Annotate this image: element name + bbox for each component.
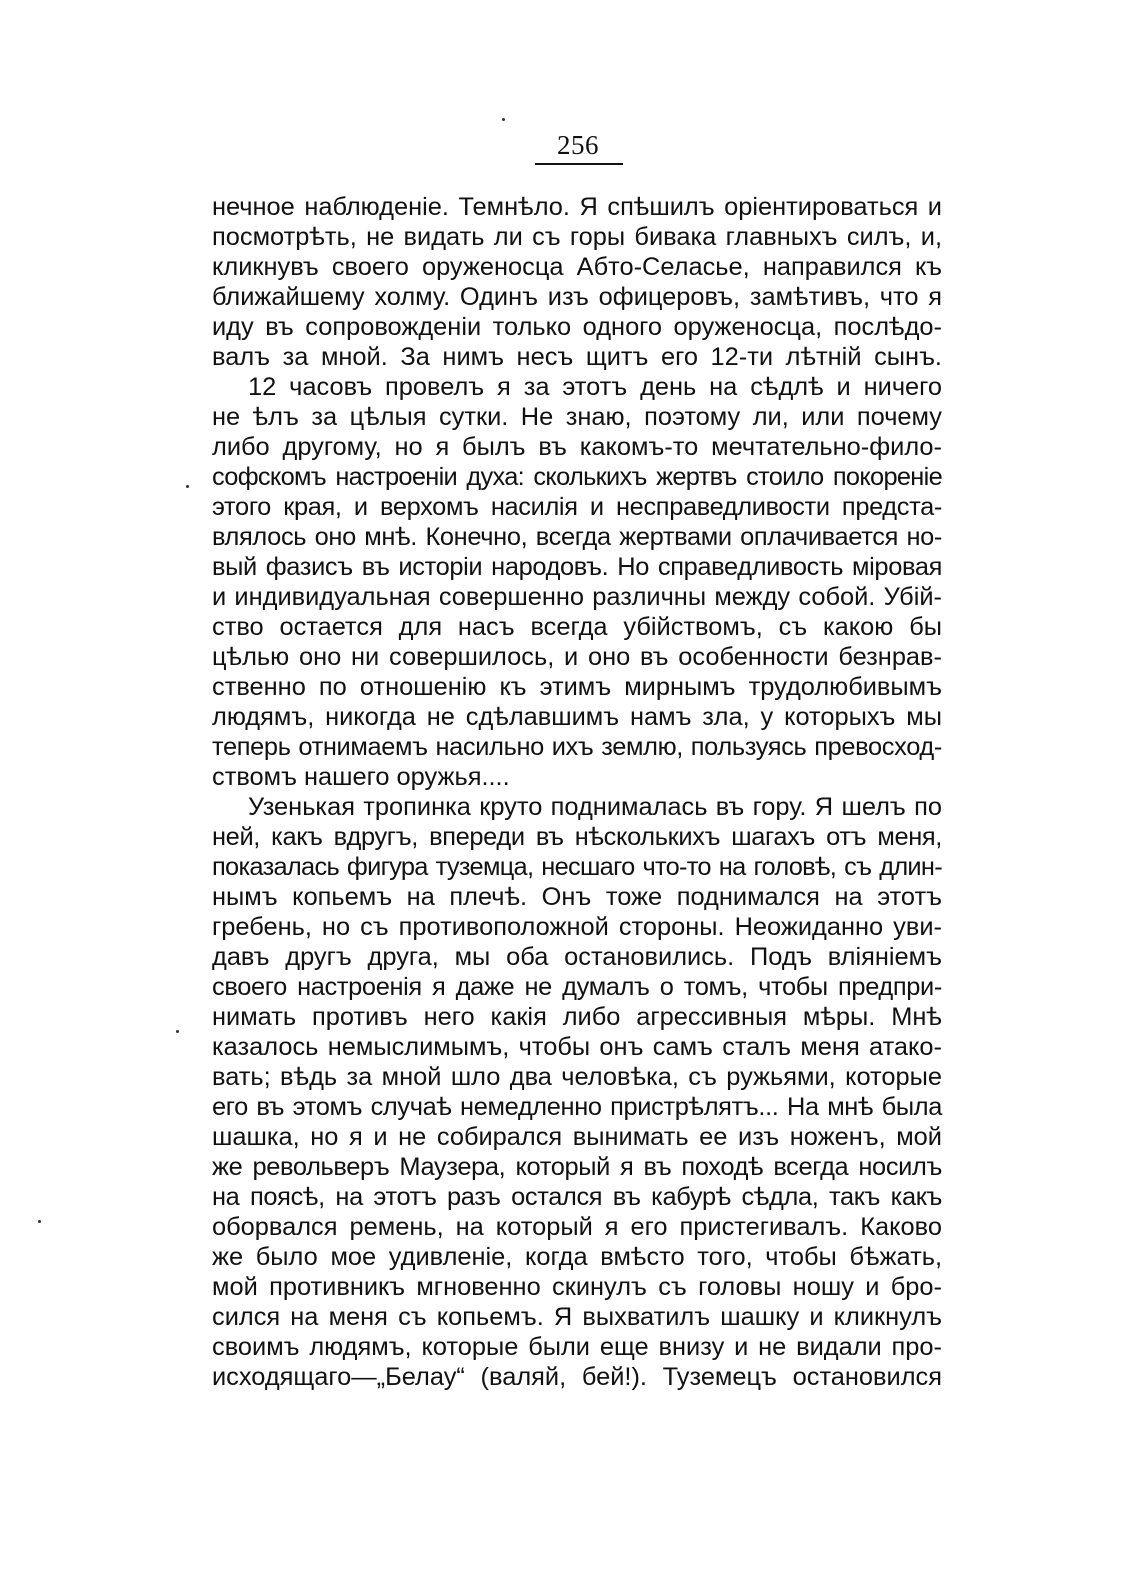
text-line: ство остается для насъ всегда убійствомъ, съ какою бы bbox=[212, 613, 942, 641]
text-line: его въ этомъ случаѣ немедленно пристрѣлятъ... На мнѣ была bbox=[212, 1093, 942, 1121]
text-line: ней, какъ вдругъ, впереди въ нѣсколькихъ шагахъ отъ меня, bbox=[212, 823, 942, 851]
text-line: софскомъ настроеніи духа: сколькихъ жертвъ стоило покореніе bbox=[212, 463, 942, 491]
text-line: гребень, но съ противоположной стороны. Неожиданно уви- bbox=[212, 913, 942, 941]
text-line: влялось оно мнѣ. Конечно, всегда жертвами оплачивается но- bbox=[212, 523, 942, 551]
text-line: не ѣлъ за цѣлыя сутки. Не знаю, поэтому ли, или почему bbox=[212, 403, 942, 431]
text-line: же револьверъ Маузера, который я въ походѣ всегда носилъ bbox=[212, 1153, 942, 1181]
text-line: вать; вѣдь за мной шло два человѣка, съ ружьями, которые bbox=[212, 1063, 942, 1091]
scan-speck bbox=[38, 1220, 41, 1223]
text-line: нечное наблюденіе. Темнѣло. Я спѣшилъ оріентироваться и bbox=[212, 193, 942, 221]
body-text bbox=[212, 192, 942, 1392]
text-line: на поясѣ, на этотъ разъ остался въ кабурѣ сѣдла, такъ какъ bbox=[212, 1183, 942, 1211]
text-line: вый фазисъ въ исторіи народовъ. Но справедливость міровая bbox=[212, 553, 942, 581]
text-line: нымъ копьемъ на плечѣ. Онъ тоже поднимался на этотъ bbox=[212, 883, 942, 911]
page-number: 256 bbox=[557, 130, 599, 160]
text-line: своего настроенія я даже не думалъ о томъ, чтобы предпри- bbox=[212, 973, 942, 1001]
text-line: людямъ, никогда не сдѣлавшимъ намъ зла, у которыхъ мы bbox=[212, 703, 942, 731]
paragraph-start-line: 12 часовъ провелъ я за этотъ день на сѣдлѣ и ничего bbox=[248, 373, 942, 401]
text-line: иду въ сопровожденіи только одного оруженосца, послѣдо- bbox=[212, 313, 942, 341]
text-line: показалась фигура туземца, несшаго что-то на головѣ, съ длин- bbox=[212, 853, 942, 881]
page-number-rule bbox=[535, 163, 623, 165]
text-line: казалось немыслимымъ, чтобы онъ самъ сталъ меня атако- bbox=[212, 1033, 942, 1061]
text-line: оборвался ремень, на который я его пристегивалъ. Каково bbox=[212, 1213, 942, 1241]
text-line: шашка, но я и не собирался вынимать ее изъ ноженъ, мой bbox=[212, 1123, 942, 1151]
text-line: нимать противъ него какія либо агрессивныя мѣры. Мнѣ bbox=[212, 1003, 942, 1031]
text-line: либо другому, но я былъ въ какомъ-то мечтательно-фило- bbox=[212, 433, 942, 461]
text-line: валъ за мной. За нимъ несъ щитъ его 12-ти лѣтній сынъ. bbox=[212, 343, 942, 371]
text-line: ственно по отношенію къ этимъ мирнымъ трудолюбивымъ bbox=[212, 673, 942, 701]
text-line: теперь отнимаемъ насильно ихъ землю, пользуясь превосход- bbox=[212, 733, 942, 761]
scan-speck bbox=[502, 118, 505, 121]
text-line: кликнувъ своего оруженосца Абто-Селасье, направился къ bbox=[212, 253, 942, 281]
text-line: же было мое удивленіе, когда вмѣсто того, чтобы бѣжать, bbox=[212, 1243, 942, 1271]
text-line: ближайшему холму. Одинъ изъ офицеровъ, замѣтивъ, что я bbox=[212, 283, 942, 311]
scan-speck bbox=[176, 1030, 179, 1033]
scan-speck bbox=[186, 485, 189, 488]
text-line: посмотрѣть, не видать ли съ горы бивака главныхъ силъ, и, bbox=[212, 223, 942, 251]
text-line: исходящаго—„Белау“ (валяй, бей!). Туземецъ остановился bbox=[212, 1363, 942, 1391]
text-line: своимъ людямъ, которые были еще внизу и не видали про- bbox=[212, 1333, 942, 1361]
text-line: цѣлью оно ни совершилось, и оно въ особенности безнрав- bbox=[212, 643, 942, 671]
paragraph-start-line: Узенькая тропинка круто поднималась въ гору. Я шелъ по bbox=[248, 793, 942, 821]
text-line: давъ другъ друга, мы оба остановились. Подъ вліяніемъ bbox=[212, 943, 942, 971]
text-line: этого края, и верхомъ насилія и несправедливости предста- bbox=[212, 493, 942, 521]
text-line: мой противникъ мгновенно скинулъ съ головы ношу и бро- bbox=[212, 1273, 942, 1301]
text-line: сился на меня съ копьемъ. Я выхватилъ шашку и кликнулъ bbox=[212, 1303, 942, 1331]
text-line: и индивидуальная совершенно различны между собой. Убій- bbox=[212, 583, 942, 611]
paragraph-end-line: ствомъ нашего оружья.... bbox=[212, 763, 510, 791]
